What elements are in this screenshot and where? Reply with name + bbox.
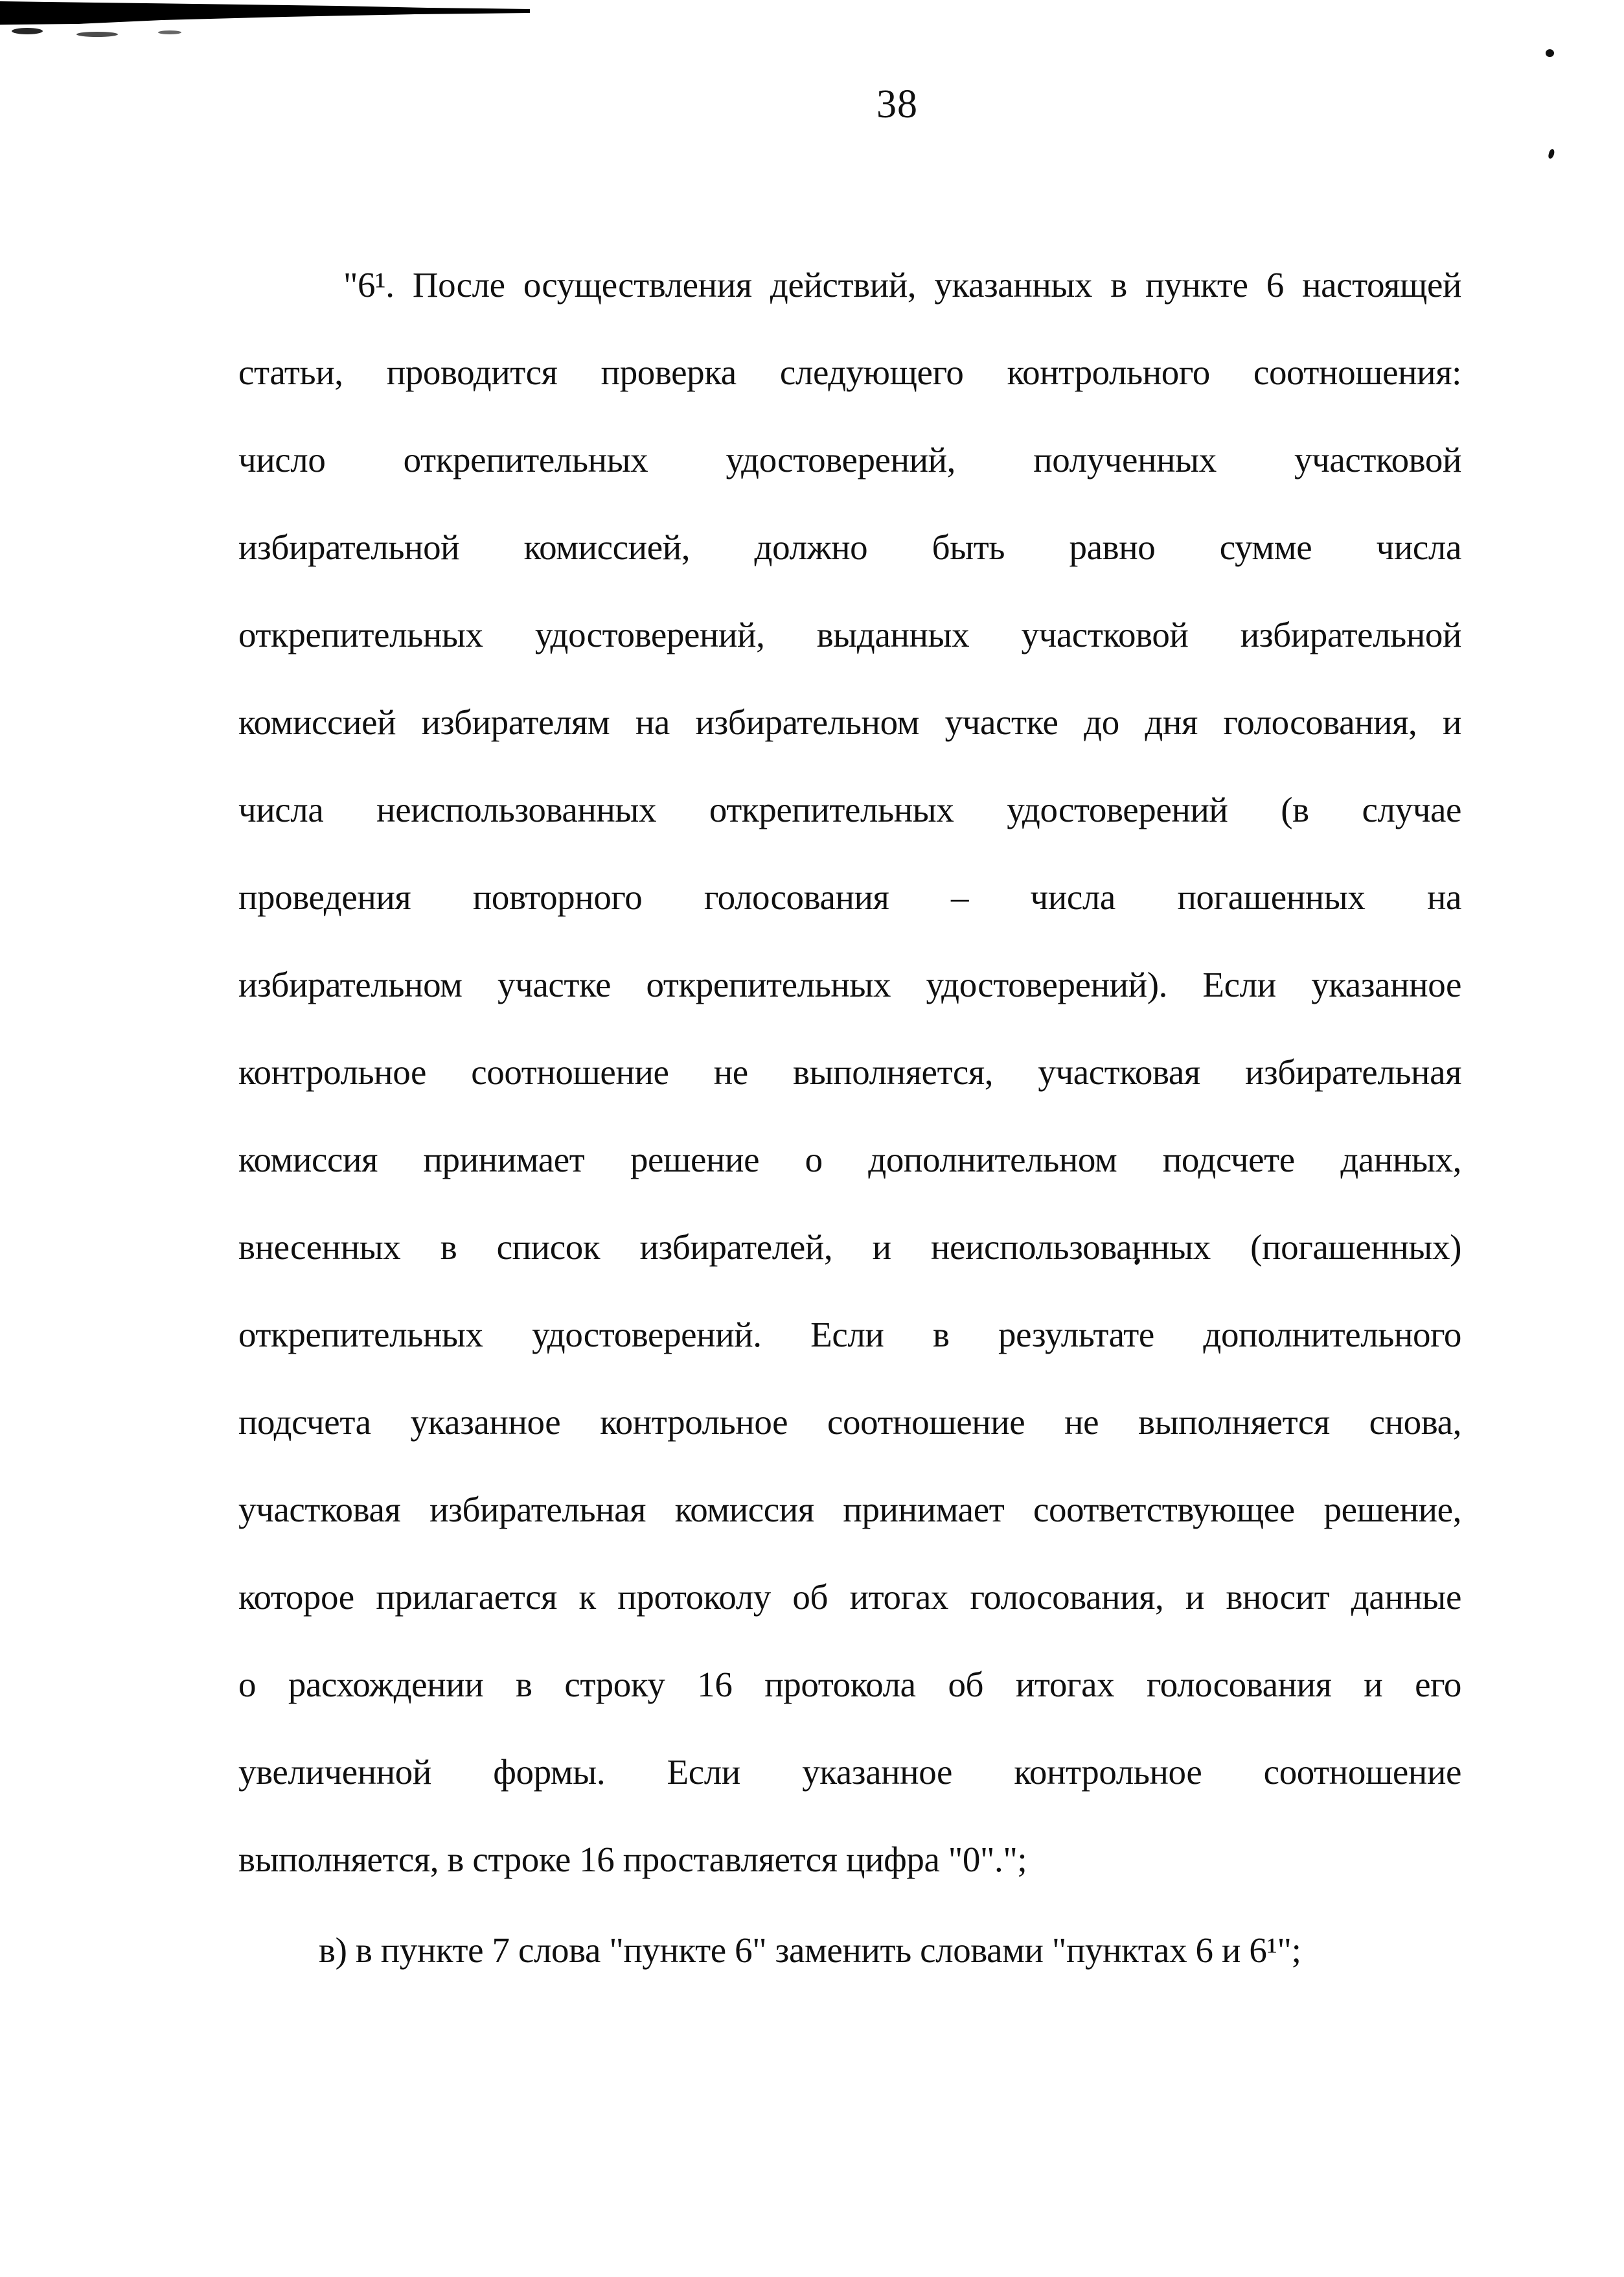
page-number: 38: [876, 82, 918, 126]
text-line: проведения повторного голосования – числа погашенных на: [238, 877, 1461, 917]
text-line: выполняется, в строке 16 проставляется цифра "0".";: [238, 1840, 1027, 1879]
text-line: избирательном участке открепительных удостоверений). Если указанное: [238, 965, 1461, 1004]
text-line: комиссия принимает решение о дополнительном подсчете данных,: [238, 1140, 1461, 1179]
paragraph-control-ratio: [238, 241, 1461, 1903]
text-line: в) в пункте 7 слова "пункте 6" заменить словами "пунктах 6 и 6¹";: [319, 1930, 1301, 1970]
text-line: открепительных удостоверений, выданных участковой избирательной: [238, 615, 1461, 654]
paragraph-subitem-v: [238, 1906, 1461, 1994]
text-line: контрольное соотношение не выполняется, участковая избирательная: [238, 1052, 1461, 1092]
text-line: участковая избирательная комиссия принимает соответствующее решение,: [238, 1490, 1461, 1529]
ink-speck: [1546, 49, 1554, 57]
ink-speck: [1548, 148, 1555, 159]
text-line: "6¹. После осуществления действий, указанных в пункте 6 настоящей: [343, 265, 1461, 305]
text-line: числа неиспользованных открепительных удостоверений (в случае: [238, 790, 1461, 829]
text-line: избирательной комиссией, должно быть равно сумме числа: [238, 527, 1461, 567]
scan-edge-artifact: [0, 0, 557, 45]
text-line: подсчета указанное контрольное соотношение не выполняется снова,: [238, 1402, 1461, 1442]
text-line: открепительных удостоверений. Если в результате дополнительного: [238, 1315, 1461, 1354]
text-line: комиссией избирателям на избирательном участке до дня голосования, и: [238, 702, 1461, 742]
text-line: увеличенной формы. Если указанное контрольное соотношение: [238, 1752, 1461, 1792]
text-line: число открепительных удостоверений, полученных участковой: [238, 440, 1461, 480]
text-line: о расхождении в строку 16 протокола об итогах голосования и его: [238, 1665, 1461, 1704]
text-line: которое прилагается к протоколу об итогах голосования, и вносит данные: [238, 1577, 1461, 1617]
text-line: внесенных в список избирателей, и неиспользованных (погашенных): [238, 1227, 1461, 1267]
text-line: статьи, проводится проверка следующего контрольного соотношения:: [238, 353, 1461, 392]
